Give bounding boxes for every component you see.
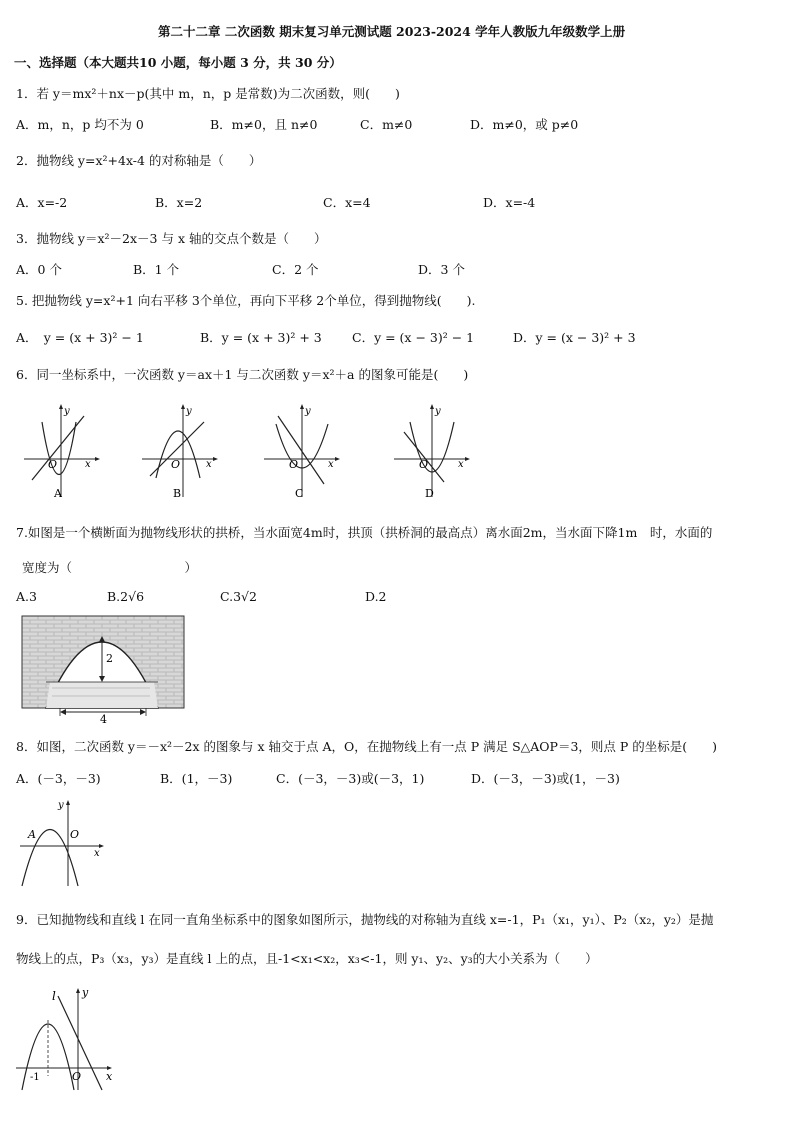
q9-origin-label: O: [72, 1070, 82, 1083]
question-5-stem: 5. 把抛物线 y=x²+1 向右平移 3个单位，再向下平移 2个单位，得到抛物线( ).: [16, 293, 476, 308]
q9-neg-one-label: -1: [30, 1072, 40, 1083]
question-2-option-d: D．x=-4: [483, 195, 536, 210]
question-5-option-b: B．y = (x + 3)² + 3: [200, 330, 322, 345]
question-3-stem: 3．抛物线 y＝x²－2x－3 与 x 轴的交点个数是（ ）: [16, 231, 327, 246]
q6-graph-a: [22, 402, 102, 502]
question-3-option-a: A．0 个: [16, 262, 62, 277]
question-8-option-a: A．(－3，－3): [16, 771, 101, 786]
question-3-option-d: D．3 个: [418, 262, 465, 277]
q6a-origin-label: O: [48, 458, 58, 471]
question-9-stem-line2: 物线上的点，P₃（x₃，y₃）是直线 l 上的点，且-1<x₁<x₂，x₃<-1，则 y₁、y₂、y₃的大小关系为（ ）: [16, 951, 598, 966]
q9-x-label: x: [106, 1070, 113, 1083]
q6c-caption: C: [295, 487, 304, 500]
question-2-option-a: A．x=-2: [16, 195, 68, 210]
q6-graph-c: [262, 402, 342, 502]
q6d-y-label: y: [435, 406, 441, 417]
q8-y-label: y: [58, 800, 64, 811]
question-3-option-c: C．2 个: [272, 262, 319, 277]
q6c-origin-label: O: [289, 458, 299, 471]
question-2-option-b: B．x=2: [155, 195, 203, 210]
question-1-option-d: D．m≠0，或 p≠0: [470, 117, 579, 132]
q6a-caption: A: [54, 487, 62, 500]
q6b-x-label: x: [206, 459, 212, 470]
q7-width-label: 4: [100, 713, 107, 726]
question-7-option-b: B.2√6: [107, 589, 145, 604]
q6d-caption: D: [425, 487, 434, 500]
question-8-stem: 8．如图，二次函数 y＝－x²－2x 的图象与 x 轴交于点 A，O，在抛物线上有一点 P 满足 S△AOP＝3，则点 P 的坐标是( ): [16, 739, 718, 754]
q9-graph-figure: [14, 984, 118, 1094]
q6-graph-d: [392, 402, 472, 502]
q7-height-label: 2: [106, 652, 113, 665]
q6a-y-label: y: [64, 406, 70, 417]
question-2-stem: 2．抛物线 y=x²+4x-4 的对称轴是（ ）: [16, 153, 262, 168]
q6b-caption: B: [173, 487, 182, 500]
question-7-stem-line2: 宽度为（ ）: [22, 560, 198, 575]
question-7-stem-line1: 7.如图是一个横断面为抛物线形状的拱桥，当水面宽4m时，拱顶（拱桥洞的最高点）离水面2m，当水面下降1m 时，水面的: [16, 525, 713, 540]
question-6-stem: 6．同一坐标系中，一次函数 y＝ax＋1 与二次函数 y＝x²＋a 的图象可能是( ): [16, 367, 469, 382]
question-1-stem: 1．若 y＝mx²＋nx－p(其中 m，n，p 是常数)为二次函数，则( ): [16, 86, 400, 101]
question-5-option-d: D．y = (x − 3)² + 3: [513, 330, 636, 345]
question-5-option-c: C．y = (x − 3)² − 1: [352, 330, 475, 345]
q6d-origin-label: O: [419, 458, 429, 471]
question-8-option-d: D．(－3，－3)或(1，－3): [471, 771, 620, 786]
q6a-x-label: x: [85, 459, 91, 470]
section-heading: 一、选择题（本大题共10 小题，每小题 3 分，共 30 分）: [14, 55, 342, 70]
q9-line-l-label: l: [52, 989, 56, 1003]
q8-x-label: x: [94, 848, 100, 859]
q8-origin-label: O: [70, 828, 80, 841]
q8-point-a-label: A: [28, 828, 36, 841]
q6c-x-label: x: [328, 459, 334, 470]
question-7-option-c: C.3√2: [220, 589, 257, 604]
question-2-option-c: C．x=4: [323, 195, 371, 210]
q6d-x-label: x: [458, 459, 464, 470]
question-5-option-a: A． y = (x + 3)² − 1: [16, 330, 144, 345]
question-7-option-a: A.3: [16, 589, 37, 604]
q6b-y-label: y: [186, 406, 192, 417]
question-1-option-a: A．m，n，p 均不为 0: [16, 117, 144, 132]
question-8-option-c: C．(－3，－3)或(－3，1): [276, 771, 425, 786]
question-7-option-d: D.2: [365, 589, 387, 604]
q8-parabola-figure: [18, 798, 108, 888]
page-title: 第二十二章 二次函数 期末复习单元测试题 2023-2024 学年人教版九年级数学上册: [158, 24, 626, 39]
question-1-option-b: B．m≠0，且 n≠0: [210, 117, 318, 132]
q6b-origin-label: O: [171, 458, 181, 471]
question-8-option-b: B．(1，－3): [160, 771, 233, 786]
q7-bridge-figure: [22, 616, 184, 724]
q6c-y-label: y: [305, 406, 311, 417]
q6-graph-b: [140, 402, 220, 502]
question-1-option-c: C．m≠0: [360, 117, 413, 132]
question-3-option-b: B．1 个: [133, 262, 180, 277]
question-9-stem-line1: 9．已知抛物线和直线 l 在同一直角坐标系中的图象如图所示，抛物线的对称轴为直线 x=-1，P₁（x₁，y₁）、P₂（x₂，y₂）是抛: [16, 912, 714, 927]
q9-y-label: y: [82, 986, 89, 999]
